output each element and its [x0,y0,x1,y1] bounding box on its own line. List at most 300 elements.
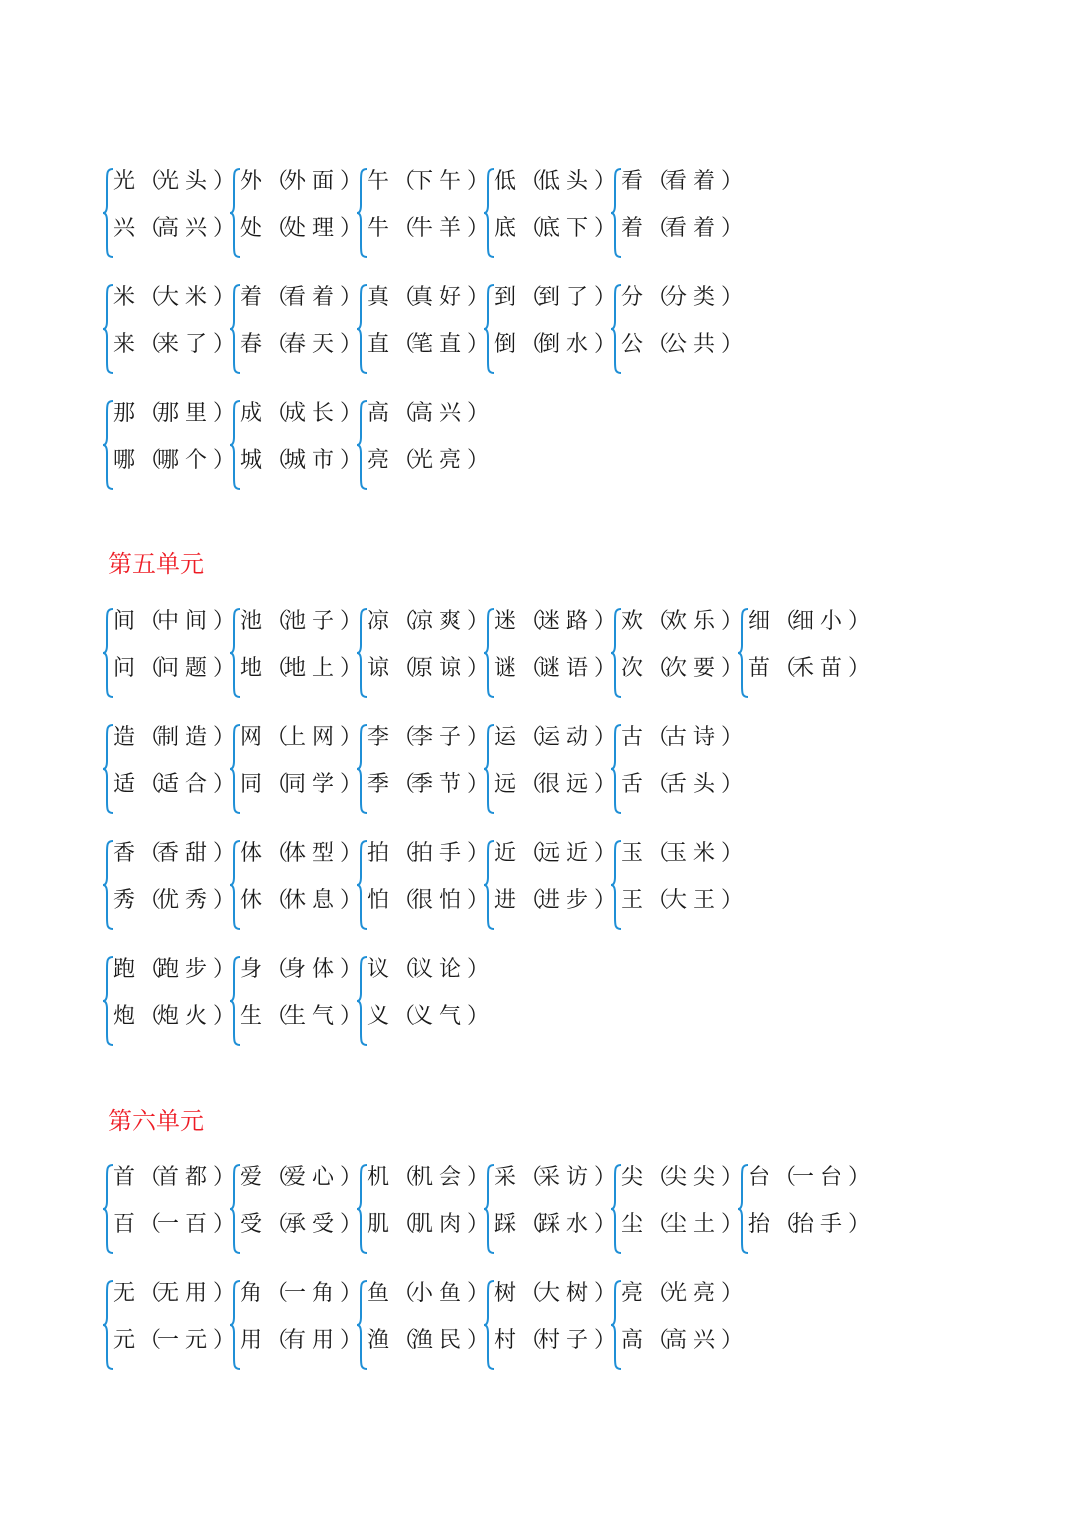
entry-character: 春 [239,332,262,357]
entry-line [363,167,488,197]
entry-word: 一台 [792,1165,849,1190]
character-pair [484,1275,617,1375]
entry-word: 很怕 [411,888,468,913]
entry-word: 大米 [157,285,214,310]
entry-line [363,283,488,313]
open-paren: （ [393,1328,416,1353]
character-pair [611,1159,744,1259]
entry-character: 高 [620,1328,643,1353]
open-paren: （ [647,888,670,913]
entry-word: 谜语 [538,656,595,681]
entry-character: 光 [112,169,135,194]
open-paren: （ [520,888,543,913]
open-paren: （ [774,609,797,634]
entry-line [490,214,615,244]
entry-word: 拍手 [411,841,468,866]
close-paren: ） [848,656,871,681]
close-paren: ） [848,1212,871,1237]
close-paren: ） [848,609,871,634]
entry-word: 远近 [538,841,595,866]
entry-line [617,1163,742,1193]
close-paren: ） [467,656,490,681]
open-paren: （ [647,332,670,357]
close-paren: ） [213,401,236,426]
entry-character: 玉 [620,841,643,866]
entry-line [490,1326,615,1356]
entry-character: 高 [366,401,389,426]
open-paren: （ [520,1328,543,1353]
character-pair [357,279,490,379]
entry-word: 到了 [538,285,595,310]
open-paren: （ [266,725,289,750]
character-pair [230,951,363,1051]
entry-word: 下午 [411,169,468,194]
entry-word: 池子 [284,609,341,634]
character-pair [484,835,617,935]
open-paren: （ [520,169,543,194]
open-paren: （ [520,285,543,310]
character-pair-row [103,951,1003,1051]
entry-line [490,770,615,800]
entry-word: 踩水 [538,1212,595,1237]
entry-character: 底 [493,216,516,241]
close-paren: ） [213,1212,236,1237]
entry-character: 台 [747,1165,770,1190]
open-paren: （ [774,656,797,681]
entry-line [363,1210,488,1240]
entry-line [109,167,234,197]
close-paren: ） [340,1165,363,1190]
close-paren: ） [340,216,363,241]
open-paren: （ [647,656,670,681]
entry-character: 李 [366,725,389,750]
close-paren: ） [340,609,363,634]
entry-word: 休息 [284,888,341,913]
entry-word: 禾苗 [792,656,849,681]
character-pair [103,395,236,495]
entry-line [236,1326,361,1356]
open-paren: （ [647,841,670,866]
entry-character: 分 [620,285,643,310]
character-pair [611,719,744,819]
entry-word: 有用 [284,1328,341,1353]
close-paren: ） [213,609,236,634]
close-paren: ） [340,169,363,194]
close-paren: ） [721,169,744,194]
close-paren: ） [340,1328,363,1353]
entry-line [109,770,234,800]
entry-character: 问 [112,656,135,681]
entry-character: 拍 [366,841,389,866]
entry-word: 适合 [157,772,214,797]
close-paren: ） [340,285,363,310]
close-paren: ） [467,1165,490,1190]
open-paren: （ [647,1281,670,1306]
entry-line [236,214,361,244]
entry-character: 城 [239,448,262,473]
entry-word: 公共 [665,332,722,357]
entry-word: 哪个 [157,448,214,473]
close-paren: ） [213,448,236,473]
close-paren: ） [213,1165,236,1190]
entry-word: 欢乐 [665,609,722,634]
character-pair [611,279,744,379]
character-pair [484,163,617,263]
entry-character: 元 [112,1328,135,1353]
open-paren: （ [520,1212,543,1237]
character-pair [611,1275,744,1375]
character-pair [103,163,236,263]
open-paren: （ [266,332,289,357]
close-paren: ） [213,169,236,194]
entry-line [109,399,234,429]
character-pair [357,1159,490,1259]
entry-line [490,1279,615,1309]
entry-character: 牛 [366,216,389,241]
close-paren: ） [721,772,744,797]
entry-word: 无用 [157,1281,214,1306]
open-paren: （ [139,448,162,473]
entry-word: 爱心 [284,1165,341,1190]
close-paren: ） [213,772,236,797]
open-paren: （ [266,841,289,866]
entry-line [236,1163,361,1193]
character-pair [230,603,363,703]
entry-line [617,283,742,313]
entry-character: 远 [493,772,516,797]
entry-character: 用 [239,1328,262,1353]
character-pair [230,163,363,263]
entry-word: 一角 [284,1281,341,1306]
entry-character: 谅 [366,656,389,681]
entry-word: 高兴 [665,1328,722,1353]
entry-line [617,214,742,244]
close-paren: ） [594,285,617,310]
entry-word: 很远 [538,772,595,797]
close-paren: ） [340,332,363,357]
entry-word: 尖尖 [665,1165,722,1190]
entry-character: 身 [239,957,262,982]
open-paren: （ [393,957,416,982]
entry-character: 苗 [747,656,770,681]
character-pair [484,603,617,703]
entry-line [109,955,234,985]
entry-character: 运 [493,725,516,750]
entry-line [363,723,488,753]
open-paren: （ [266,957,289,982]
close-paren: ） [213,888,236,913]
entry-character: 成 [239,401,262,426]
close-paren: ） [340,841,363,866]
entry-word: 牛羊 [411,216,468,241]
character-pair [230,1159,363,1259]
entry-line [490,886,615,916]
entry-line [236,1210,361,1240]
close-paren: ） [721,725,744,750]
open-paren: （ [139,1328,162,1353]
character-pair [357,395,490,495]
close-paren: ） [213,285,236,310]
open-paren: （ [266,1281,289,1306]
open-paren: （ [139,609,162,634]
close-paren: ） [594,332,617,357]
close-paren: ） [721,656,744,681]
entry-word: 采访 [538,1165,595,1190]
entry-word: 真好 [411,285,468,310]
entry-line [744,1210,869,1240]
entry-character: 米 [112,285,135,310]
entry-character: 适 [112,772,135,797]
open-paren: （ [520,1165,543,1190]
entry-line [363,607,488,637]
open-paren: （ [520,841,543,866]
entry-line [617,770,742,800]
entry-line [617,607,742,637]
entry-line [236,399,361,429]
entry-line [617,167,742,197]
close-paren: ） [467,332,490,357]
entry-word: 舌头 [665,772,722,797]
entry-character: 欢 [620,609,643,634]
open-paren: （ [139,957,162,982]
entry-character: 来 [112,332,135,357]
entry-character: 肌 [366,1212,389,1237]
entry-line [236,654,361,684]
entry-line [109,723,234,753]
entry-character: 直 [366,332,389,357]
character-pair [103,279,236,379]
close-paren: ） [340,401,363,426]
entry-line [363,1326,488,1356]
entry-character: 生 [239,1004,262,1029]
close-paren: ） [340,1004,363,1029]
entry-word: 古诗 [665,725,722,750]
close-paren: ） [721,1328,744,1353]
character-pair [230,395,363,495]
entry-word: 同学 [284,772,341,797]
entry-character: 踩 [493,1212,516,1237]
entry-character: 村 [493,1328,516,1353]
entry-line [617,886,742,916]
entry-line [490,1163,615,1193]
entry-line [363,654,488,684]
entry-line [744,607,869,637]
close-paren: ） [594,888,617,913]
open-paren: （ [393,609,416,634]
entry-line [744,654,869,684]
entry-line [109,1326,234,1356]
open-paren: （ [139,841,162,866]
entry-word: 细小 [792,609,849,634]
character-pair-row [103,603,1003,703]
character-pair [738,603,871,703]
entry-word: 承受 [284,1212,341,1237]
entry-word: 迷路 [538,609,595,634]
open-paren: （ [393,216,416,241]
entry-word: 看着 [284,285,341,310]
entry-word: 光头 [157,169,214,194]
character-pair-row [103,1275,1003,1375]
open-paren: （ [393,656,416,681]
entry-word: 上网 [284,725,341,750]
character-pair-row [103,1159,1003,1259]
close-paren: ） [340,957,363,982]
entry-line [363,839,488,869]
open-paren: （ [266,1212,289,1237]
open-paren: （ [647,1212,670,1237]
entry-character: 倒 [493,332,516,357]
close-paren: ） [340,772,363,797]
entry-line [236,607,361,637]
entry-character: 秀 [112,888,135,913]
open-paren: （ [647,725,670,750]
open-paren: （ [266,169,289,194]
entry-word: 机会 [411,1165,468,1190]
entry-line [236,1002,361,1032]
entry-word: 李子 [411,725,468,750]
entry-word: 炮火 [157,1004,214,1029]
entry-word: 分类 [665,285,722,310]
open-paren: （ [520,1281,543,1306]
entry-character: 近 [493,841,516,866]
open-paren: （ [393,1004,416,1029]
open-paren: （ [520,332,543,357]
open-paren: （ [774,1165,797,1190]
open-paren: （ [393,888,416,913]
open-paren: （ [393,1281,416,1306]
entry-character: 凉 [366,609,389,634]
entry-word: 制造 [157,725,214,750]
entry-word: 春天 [284,332,341,357]
entry-word: 看着 [665,216,722,241]
character-pair [738,1159,871,1259]
entry-word: 一元 [157,1328,214,1353]
entry-character: 爱 [239,1165,262,1190]
character-pair [103,1275,236,1375]
character-pair-row [103,163,1003,263]
entry-line [363,399,488,429]
open-paren: （ [139,1281,162,1306]
entry-character: 古 [620,725,643,750]
entry-character: 细 [747,609,770,634]
entry-word: 村子 [538,1328,595,1353]
open-paren: （ [393,332,416,357]
entry-line [109,1163,234,1193]
entry-word: 地上 [284,656,341,681]
close-paren: ） [213,216,236,241]
entry-character: 造 [112,725,135,750]
entry-line [617,839,742,869]
entry-line [490,723,615,753]
open-paren: （ [266,401,289,426]
entry-character: 首 [112,1165,135,1190]
entry-word: 原谅 [411,656,468,681]
entry-word: 尘土 [665,1212,722,1237]
entry-character: 怕 [366,888,389,913]
character-pair [230,279,363,379]
entry-word: 抬手 [792,1212,849,1237]
entry-character: 角 [239,1281,262,1306]
entry-character: 那 [112,401,135,426]
entry-character: 树 [493,1281,516,1306]
entry-character: 处 [239,216,262,241]
close-paren: ） [848,1165,871,1190]
entry-word: 身体 [284,957,341,982]
character-pair [611,835,744,935]
entry-word: 看着 [665,169,722,194]
close-paren: ） [467,1328,490,1353]
entry-character: 次 [620,656,643,681]
character-pair [357,835,490,935]
entry-line [109,607,234,637]
entry-character: 午 [366,169,389,194]
entry-word: 低头 [538,169,595,194]
entry-character: 季 [366,772,389,797]
character-pair [103,603,236,703]
entry-word: 体型 [284,841,341,866]
entry-line [617,654,742,684]
character-pair [103,719,236,819]
entry-character: 着 [239,285,262,310]
entry-character: 尖 [620,1165,643,1190]
entry-character: 池 [239,609,262,634]
entry-character: 采 [493,1165,516,1190]
entry-character: 体 [239,841,262,866]
character-pair [484,279,617,379]
entry-line [363,1002,488,1032]
close-paren: ） [467,772,490,797]
close-paren: ） [340,1212,363,1237]
open-paren: （ [393,841,416,866]
entry-character: 尘 [620,1212,643,1237]
open-paren: （ [647,609,670,634]
open-paren: （ [520,772,543,797]
character-pair [357,951,490,1051]
entry-line [363,446,488,476]
open-paren: （ [266,216,289,241]
close-paren: ） [594,841,617,866]
close-paren: ） [594,1212,617,1237]
entry-character: 鱼 [366,1281,389,1306]
entry-line [236,723,361,753]
entry-line [109,330,234,360]
open-paren: （ [393,285,416,310]
close-paren: ） [594,656,617,681]
character-pair [357,603,490,703]
entry-word: 议论 [411,957,468,982]
character-pair-row [103,719,1003,819]
entry-line [109,283,234,313]
entry-line [363,955,488,985]
entry-line [363,886,488,916]
entry-word: 来了 [157,332,214,357]
entry-word: 处理 [284,216,341,241]
entry-word: 肌肉 [411,1212,468,1237]
open-paren: （ [647,216,670,241]
open-paren: （ [266,609,289,634]
open-paren: （ [139,656,162,681]
entry-character: 到 [493,285,516,310]
entry-line [490,1210,615,1240]
entry-line [236,770,361,800]
entry-word: 玉米 [665,841,722,866]
entry-word: 高兴 [411,401,468,426]
open-paren: （ [266,772,289,797]
entry-character: 谜 [493,656,516,681]
entry-word: 生气 [284,1004,341,1029]
open-paren: （ [393,1165,416,1190]
character-pair-row [103,395,1003,495]
